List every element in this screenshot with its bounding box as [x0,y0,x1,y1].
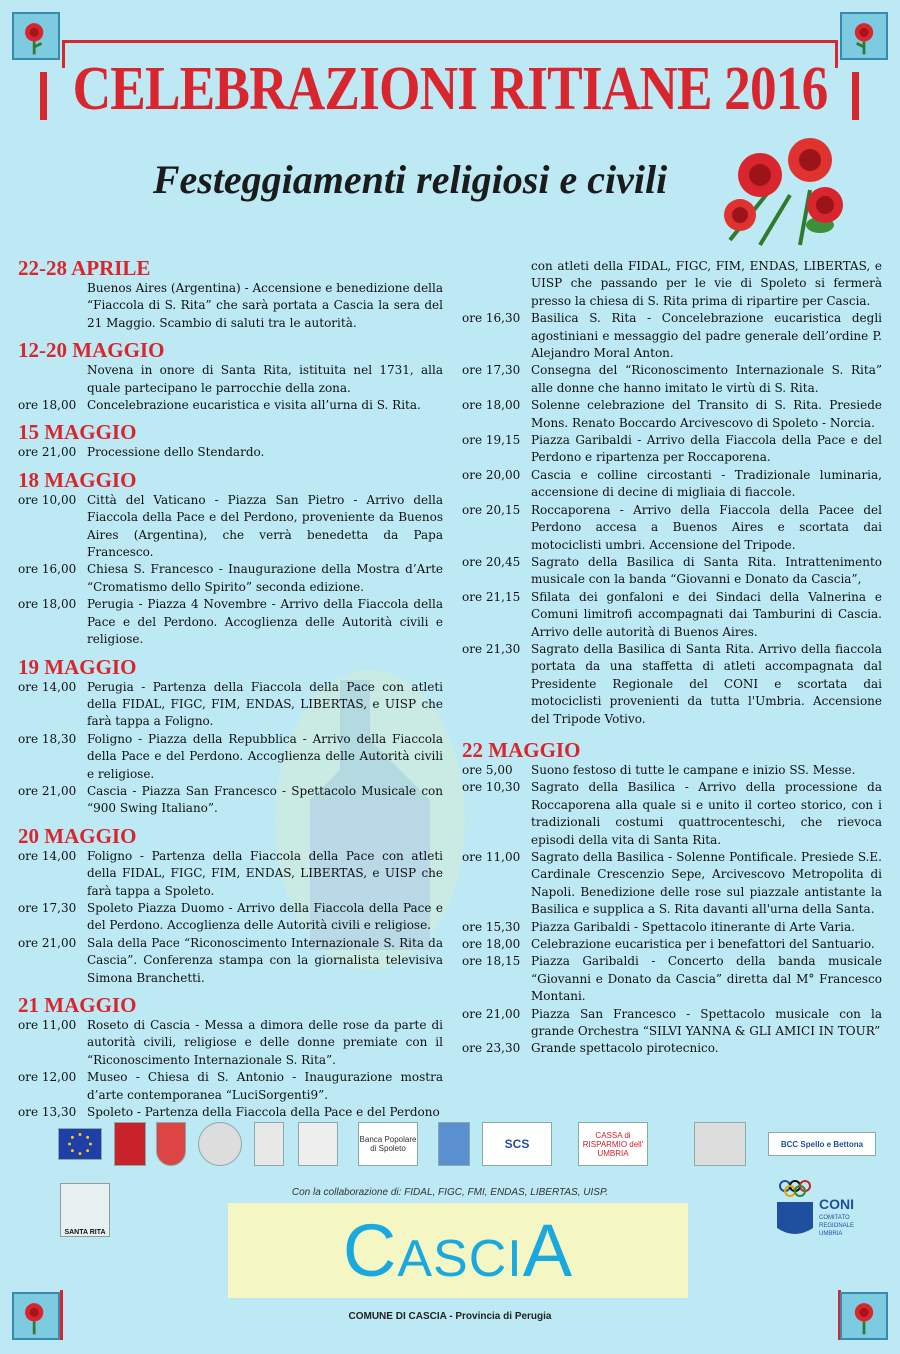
shield-logo [438,1122,470,1166]
event-time: ore 23,30 [462,1041,521,1056]
event-time: ore 10,30 [462,780,521,795]
event-row [18,731,443,783]
event-row [18,900,443,935]
event-time: ore 13,30 [18,1105,77,1120]
day-heading: 19 MAGGIO [18,654,137,679]
event-row [462,779,882,849]
event-time: ore 5,00 [462,762,513,777]
event-row [462,502,882,554]
event-description: Sagrato della Basilica - Arrivo della processione da Roccaporena alla quale si e unito il corteo storico, con i tradizionali costumi quattrocenteschi, che rievoca episodi della vita di Santa Rita. [531,780,882,847]
event-row [462,432,882,467]
event-time: ore 18,00 [462,937,521,952]
event-time: ore 19,15 [462,433,521,448]
event-description: Foligno - Partenza della Fiaccola della Pace con atleti della FIDAL, FIGC, FIM, ENDAS, LIBERTAS, e UISP che farà tappa a Spoleto. [87,848,443,898]
event-description: Celebrazione eucaristica per i benefattori del Santuario. [531,937,875,952]
event-description: Solenne celebrazione del Transito di S. Rita. Presiede Mons. Renato Boccardo Arcivescovo di Spoleto - Norcia. [531,398,882,430]
event-time: ore 21,00 [18,935,77,950]
event-time: ore 14,00 [18,679,77,694]
eu-flag-logo [58,1128,102,1160]
event-row [18,596,443,648]
event-time: ore 18,00 [462,398,521,413]
event-description: Sagrato della Basilica di Santa Rita. Intrattenimento musicale con la banda “Giovanni e Donato da Cascia”, [531,554,882,587]
event-description: Piazza San Francesco - Spettacolo musicale con la grande Orchestra “SILVI YANNA & GLI AMICI IN TOUR” [531,1006,882,1039]
event-time: ore 14,00 [18,848,77,863]
coni-logo [775,1178,865,1248]
event-description: Novena in onore di Santa Rita, istituita nel 1731, alla quale partecipano le parrocchie della zona. [87,363,443,395]
event-description: Grande spettacolo pirotecnico. [531,1041,719,1056]
event-row [18,280,443,332]
event-time: ore 18,00 [18,597,77,612]
event-row [18,492,443,562]
event-time: ore 21,30 [462,641,521,656]
event-row [18,1104,443,1121]
event-description: Cascia - Piazza San Francesco - Spettacolo Musicale con “900 Swing Italiano”. [87,783,443,816]
event-row [18,1017,443,1069]
event-time [18,362,87,397]
event-row [18,561,443,596]
event-time: ore 15,30 [462,919,521,934]
region-logo [114,1122,146,1166]
bcc-spello-bettona-logo: BCC Spello e Bettona [768,1132,876,1156]
building-logo [694,1122,746,1166]
event-row [462,1040,882,1057]
program-left-column [18,256,443,1121]
rose-corner-icon-top-right [840,12,888,60]
event-description: Foligno - Piazza della Repubblica - Arrivo della Fiaccola della Pace e del Perdono. Accoglienza delle Autorità civili e religiose. [87,731,443,781]
event-description: Spoleto Piazza Duomo - Arrivo della Fiaccola della Pace e del Perdono. Accoglienza delle Autorità civili e religiose. [87,900,443,933]
event-description: Roccaporena - Arrivo della Fiaccola della Pacee del Perdono accesa a Buenos Aires e scortata dai motociclisti umbri. Accensione del Tripode. [531,502,882,552]
event-time: ore 11,00 [18,1018,77,1032]
event-time: ore 16,00 [18,562,77,577]
rose-corner-icon-top-left [12,12,60,60]
event-row [462,1006,882,1041]
event-description: Piazza Garibaldi - Concerto della banda musicale “Giovanni e Donato da Cascia” diretta dal M° Francesco Montani. [531,954,882,1004]
province-crest-logo [156,1122,186,1166]
day-heading: 22-28 APRILE [18,256,151,280]
scs-logo: SCS [482,1122,552,1166]
sponsor-logos [58,1122,878,1172]
event-description: Sala della Pace “Riconoscimento Internazionale S. Rita da Cascia”. Conferenza stampa con la giornalista televisiva Simona Branchetti. [87,935,443,985]
footer-comune: COMUNE DI CASCIA - Provincia di Perugia [348,1311,552,1322]
event-row [462,641,882,728]
town-name: CasciA [342,1209,574,1292]
event-description: Piazza Garibaldi - Spettacolo itinerante di Arte Varia. [531,919,855,934]
event-description: Sfilata dei gonfaloni e dei Sindaci della Valnerina e Comuni limitrofi accompagnati dai Tamburini di Cascia. Arrivo delle autorità di Buenos Aires. [531,589,882,639]
event-time: ore 16,30 [462,311,521,326]
event-description: Spoleto - Partenza della Fiaccola della Pace e del Perdono [87,1105,440,1120]
seal-logo [198,1122,242,1166]
event-row [462,919,882,936]
event-description: Museo - Chiesa di S. Antonio - Inaugurazione mostra d’arte contemporanea “LuciSorgenti9”. [87,1070,443,1102]
event-time: ore 18,00 [18,398,77,413]
event-description: con atleti della FIDAL, FIGC, FIM, ENDAS, LIBERTAS, e UISP che passando per le vie di Spoleto si fermerà presso la chiesa di S. Rita prima di ripartire per Cascia. [531,259,882,308]
santa-rita-logo: SANTA RITA [60,1183,110,1237]
event-row [18,935,443,987]
day-heading: 22 MAGGIO [462,737,581,762]
title-bar-right [852,72,859,120]
event-row [462,258,882,310]
event-time: ore 20,45 [462,554,521,569]
event-description: Roseto di Cascia - Messa a dimora delle rose da parte di autorità civili, religiose e delle donne premiate con il “Riconoscimento Internazionale S. Rita”. [87,1018,443,1067]
poster-subtitle: Festeggiamenti religiosi e civili [152,157,668,202]
title-bar-left [40,72,47,120]
poster-title: CELEBRAZIONI RITIANE 2016 [72,55,828,123]
event-description: Perugia - Piazza 4 Novembre - Arrivo della Fiaccola della Pace e del Perdono. Accoglienza delle Autorità civili e religiose. [87,597,443,647]
event-time [18,280,87,332]
event-time: ore 21,15 [462,589,521,604]
event-row [462,554,882,589]
event-description: Processione dello Stendardo. [87,445,265,460]
event-description: Concelebrazione eucaristica e visita all’urna di S. Rita. [87,398,421,413]
event-time: ore 18,15 [462,954,521,969]
event-row [18,848,443,900]
event-description: Basilica S. Rita - Concelebrazione eucaristica degli agostiniani e messaggio del padre generale dell’ordine P. Alejandro Moral Anton. [531,311,882,361]
event-row [462,953,882,1005]
event-row [18,397,443,414]
event-time: ore 21,00 [18,445,77,460]
event-row [18,444,443,461]
event-description: Buenos Aires (Argentina) - Accensione e benedizione della “Fiaccola di S. Rita” che sarà portata a Cascia la sera del 21 Maggio. Scambio di saluti tra le autorità. [87,281,443,330]
event-time: ore 17,30 [18,900,77,915]
event-description: Suono festoso di tutte le campane e inizio SS. Messe. [531,762,856,777]
event-row [18,362,443,397]
event-time: ore 18,30 [18,731,77,746]
day-heading: 18 MAGGIO [18,467,137,492]
event-row [462,936,882,953]
coni-sublabel: COMITATO REGIONALE UMBRIA [819,1215,855,1237]
event-row [18,1069,443,1104]
event-row [462,310,882,362]
event-row [18,679,443,731]
event-time: ore 20,15 [462,502,521,517]
crossed-tools-logo [298,1122,338,1166]
day-heading: 21 MAGGIO [18,993,137,1017]
event-row [462,467,882,502]
event-description: Consegna del “Riconoscimento Internazionale S. Rita” alle donne che hanno imitato le virtù di S. Rita. [531,363,882,395]
event-time: ore 12,00 [18,1070,77,1085]
event-time: ore 21,00 [462,1006,521,1021]
collaboration-text: Con la collaborazione di: FIDAL, FIGC, FMI, ENDAS, LIBERTAS, UISP. [291,1187,609,1198]
event-description: Chiesa S. Francesco - Inaugurazione della Mostra d’Arte “Cromatismo dello Spirito” seconda edizione. [87,562,443,594]
event-row [462,397,882,432]
event-time: ore 20,00 [462,467,521,482]
event-row [462,362,882,397]
event-row [462,849,882,919]
event-row [462,762,882,779]
figure-logo [254,1122,284,1166]
event-description: Perugia - Partenza della Fiaccola della Pace con atleti della FIDAL, FIGC, FIM, ENDAS, LIBERTAS, e UISP che farà tappa a Foligno. [87,679,443,729]
day-heading: 12-20 MAGGIO [18,338,165,363]
day-heading: 15 MAGGIO [18,420,137,445]
roses-bouquet-icon [710,120,860,250]
event-description: Cascia e colline circostanti - Tradizionale luminaria, accensione di decine di migliaia di fiaccole. [531,467,882,500]
event-description: Piazza Garibaldi - Arrivo della Fiaccola della Pace e del Perdono e ripartenza per Roccaporena. [531,433,882,465]
coni-label: CONI [819,1196,854,1212]
event-time: ore 10,00 [18,492,77,507]
event-time: ore 17,30 [462,363,521,378]
event-time [462,258,531,310]
event-time: ore 11,00 [462,850,521,864]
event-time: ore 21,00 [18,783,77,798]
cassa-risparmio-umbria-logo: CASSA di RISPARMIO dell' UMBRIA [578,1122,648,1166]
frame-top-line [62,40,838,43]
event-row [18,783,443,818]
event-description: Sagrato della Basilica di Santa Rita. Arrivo della fiaccola portata da una staffetta di atleti accompagnata dal Presidente Regionale del CONI e scortata dai motociclisti provenienti da tutta l'Umbria. Accensione del Tripode Votivo. [531,641,882,726]
event-description: Città del Vaticano - Piazza San Pietro - Arrivo della Fiaccola della Pace e del Perdono, proveniente da Buenos Aires (Argentina), che verrà benedetta da Papa Francesco. [87,492,443,560]
event-description: Sagrato della Basilica - Solenne Pontificale. Presiede S.E. Cardinale Crescenzio Sepe, Arcivescovo Metropolita di Napoli. Benedizione delle rose sul piazzale antistante la Basilica e supplica a S. Rita davanti all'urna della Santa. [531,850,882,917]
event-row [462,589,882,641]
program-right-column [462,258,882,1058]
day-heading: 20 MAGGIO [18,823,137,848]
banca-popolare-spoleto-logo: Banca Popolare di Spoleto [358,1122,418,1166]
